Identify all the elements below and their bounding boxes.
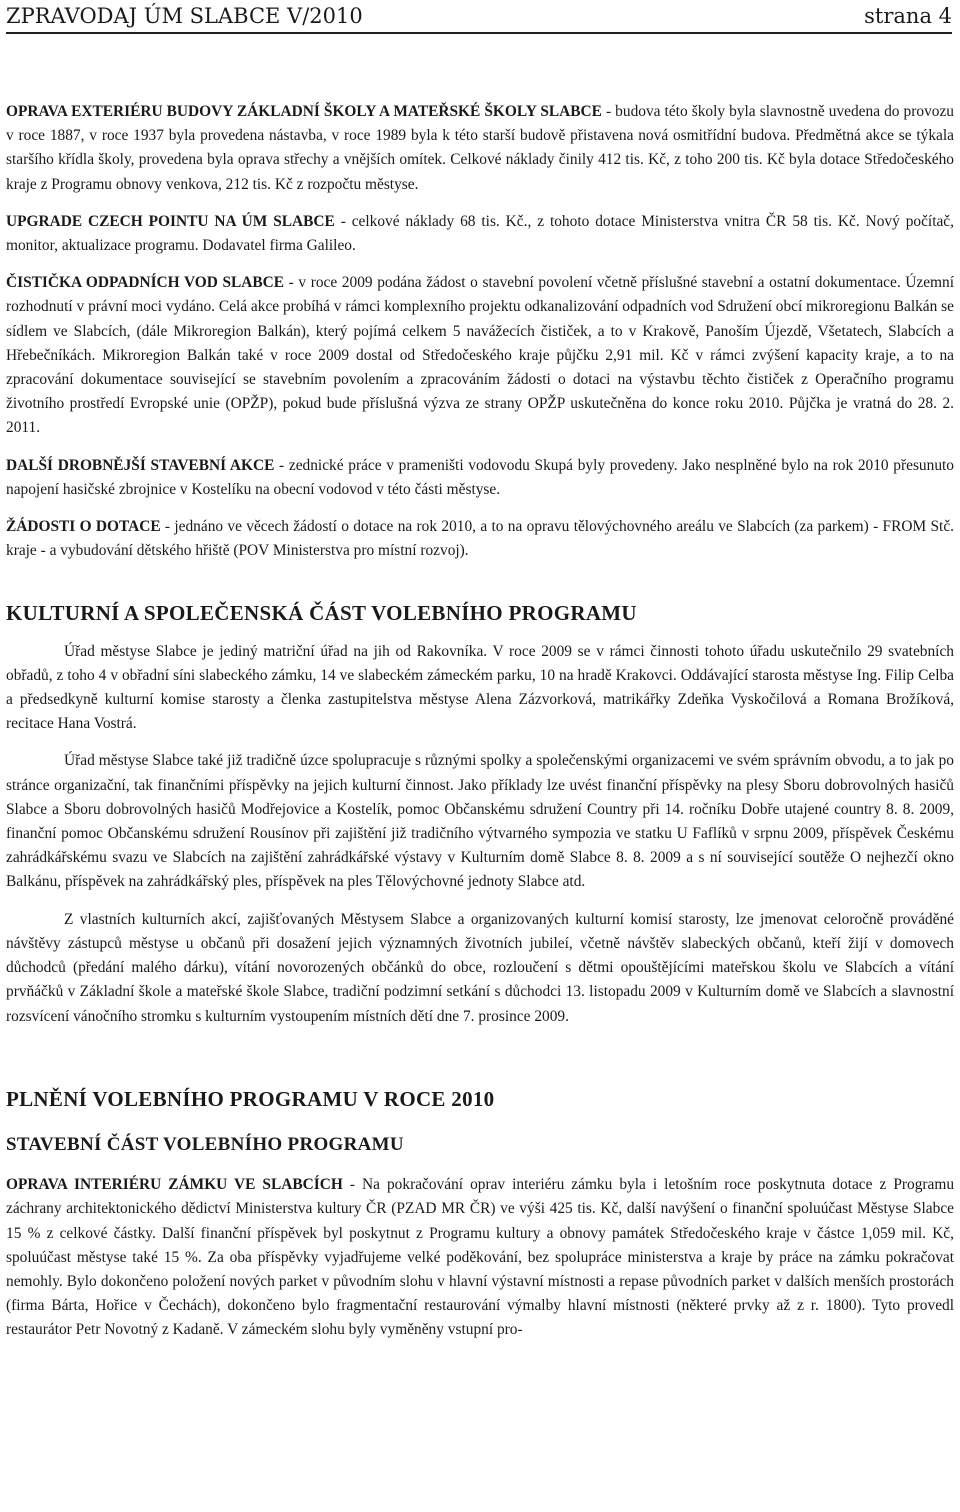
paragraph-cultural-events: Z vlastních kulturních akcí, zajišťovaných Městysem Slabce a organizovaných kulturní komisí starosty, lze jmenovat celoročně prováděné návštěvy zástupců městyse u občanů při dosažení jejich významných životních jubileí, včetně návštěv slabeckých občanů, kteří žijí v domovech důchodců (předání malého dárku), vítání novorozených občánků do obce, rozloučení s dětmi opouštějícími mateřskou školu ve Slabcích a vítání prvňáčků v Základní škole a mateřské škole Slabce, tradiční podzimní setkání s důchodci 13. listopadu 2009 v Kulturním domě ve Slabcích a slavnostní rozsvícení vánočního stromku s kulturním vystoupením místních dětí dne 7. prosince 2009. [6,910,954,1025]
paragraph-czech-point [6,210,954,258]
paragraph-weddings: Úřad městyse Slabce je jediný matriční úřad na jih od Rakovníka. V roce 2009 se v rámci činnosti tohoto úřadu uskutečnilo 29 svatebních obřadů, z toho 4 v obřadní síni slabeckého zámku, 14 ve slabeckém zámeckém parku, 10 na hradě Krakovci. Oddávající starosta městyse Ing. Filip Celba a předsedkyně kulturní komise starosty a členka zastupitelstva městyse Alena Zázvorková, matrikářky Zdeňka Vyskočilová a Romana Brožíková, recitace Hana Vostrá. [6,642,954,733]
lead-heading: ČISTIČKA ODPADNÍCH VOD SLABCE [6,274,285,292]
lead-heading: DALŠÍ DROBNĚJŠÍ STAVEBNÍ AKCE [6,456,275,474]
lead-heading: OPRAVA INTERIÉRU ZÁMKU VE SLABCÍCH [6,1176,343,1194]
paragraph-text: - zednické práce v prameništi vodovodu Skupá byly provedeny. Jako nesplněné bylo na rok 2010 přesunuto napojení hasičské zbrojnice v Kostelíku na obecní vodovod v této části městyse. [6,456,954,498]
section-heading-culture: KULTURNÍ A SPOLEČENSKÁ ČÁST VOLEBNÍHO PROGRAMU [6,601,637,626]
paragraph-text: - Na pokračování oprav interiéru zámku byla i letošním roce poskytnuta dotace z Programu záchrany architektonického dědictví Ministerstva kultury ČR (PZAD MR ČR) ve výši 425 tis. Kč, další navýšení o finanční spoluúčast Městyse Slabce 15 % z celkové částky. Další finanční příspěvek byl poskytnut z Programu kultury a obnovy památek Středočeského kraje v částce 1,059 mil. Kč, spoluúčast městyse také 15 %. Za oba příspěvky vyjadřujeme velké poděkování, bez spolupráce ministerstva a kraje by práce na zámku pokračovat nemohly. Bylo dokončeno položení nových parket v původním slohu v hlavní výstavní místnosti a repase původních parket v dalších menších prostorách (firma Bárta, Hořice v Čechách), dokončeno bylo fragmentační restaurování výmalby hlavní místnosti (některé prvky až z r. 1800). Tyto provedl restaurátor Petr Novotný z Kadaně. V zámeckém slohu byly vyměněny vstupní pro- [6,1176,955,1339]
section-heading-fulfilment: PLNĚNÍ VOLEBNÍHO PROGRAMU V ROCE 2010 [6,1086,495,1111]
paragraph-text: - jednáno ve věcech žádostí o dotace na rok 2010, a to na opravu tělovýchovného areálu ve Slabcích (za parkem) - FROM Stč. kraje - a vybudování dětského hřiště (POV Ministerstva pro místní rozvoj). [6,518,955,560]
article-body [6,100,954,1356]
paragraph-text: - celkové náklady 68 tis. Kč., z tohoto dotace Ministerstva vnitra ČR 58 tis. Kč. Nový počítač, monitor, aktualizace programu. Dodavatel firma Galileo. [6,212,954,255]
paragraph-castle-interior [6,1173,954,1342]
paragraph-text: - budova této školy byla slavnostně uvedena do provozu v roce 1887, v roce 1937 byla provedena nástavba, v roce 1989 byla k této starší budově přistavena nová osmitřídní budova. Předmětná akce se týkala staršího křídla školy, provedena byla oprava střechy a vnějších omítek. Celkové náklady činily 412 tis. Kč, z toho 200 tis. Kč byla dotace Středočeského kraje z Programu obnovy venkova, 212 tis. Kč z rozpočtu městyse. [6,103,954,193]
paragraph-school-exterior [6,100,954,197]
paragraph-minor-works [6,454,954,502]
paragraph-associations: Úřad městyse Slabce také již tradičně úzce spolupracuje s různými spolky a společenskými organizacemi ve svém správním obvodu, a to jak po stránce organizační, tak finančními příspěvky na jejich kulturní činnost. Jako příklady lze uvést finanční příspěvky na plesy Sboru dobrovolných hasičů Slabce a Sboru dobrovolných hasičů Modřejovice a Kostelík, pomoc Občanskému sdružení Country při 14. ročníku Dobře utajené country 8. 8. 2009, finanční pomoc Občanskému sdružení Rousínov při zajištění již tradičního výtvarného sympozia ve statku U Faflíků v srpnu 2009, příspěvek Českému zahrádkářskému svazu ve Slabcích na zajištění zahrádkářské výstavy v Kulturním domě Slabce 8. 8. 2009 a s ní související soutěže O nejhezčí okno Balkánu, příspěvek na zahrádkářský ples, příspěvek na ples Tělovýchovné jednoty Slabce atd. [6,752,954,891]
lead-heading: OPRAVA EXTERIÉRU BUDOVY ZÁKLADNÍ ŠKOLY A MATEŘSKÉ ŠKOLY SLABCE [6,103,602,120]
paragraph-grant-requests [6,515,954,563]
page-number: strana 4 [864,4,952,28]
section-heading-construction: STAVEBNÍ ČÁST VOLEBNÍHO PROGRAMU [6,1133,404,1155]
paragraph-text: - v roce 2009 podána žádost o stavební povolení včetně příslušné stavební a ostatní dokumentace. Územní rozhodnutí v právní moci vydáno. Celá akce probíhá v rámci komplexního projektu odkanalizování odpadních vod Sdružení obcí mikroregionu Balkán se sídlem ve Slabcích, (dále Mikroregion Balkán), který pojímá celkem 5 navážecích čističek, a to v Krakově, Panoším Újezdě, Všetatech, Slabcích a Hřebečníkách. Mikroregion Balkán také v roce 2009 dostal od Středočeského kraje půjčku 2,91 mil. Kč v rámci zvýšení kapacity kraje, a to na zpracování dokumentace související se stavebním povolením a zpracováním žádosti o dotaci na výstavbu těchto čističek z Operačního programu životního prostředí Evropské unie (OPŽP), pokud bude příslušná výzva ze strany OPŽP uskutečněna do konce roku 2010. Půjčka je vratná do 28. 2. 2011. [6,274,954,437]
newsletter-title: ZPRAVODAJ ÚM SLABCE V/2010 [6,4,363,28]
lead-heading: UPGRADE CZECH POINTU NA ÚM SLABCE [6,212,335,230]
lead-heading: ŽÁDOSTI O DOTACE [6,518,161,536]
page-header [6,2,952,34]
paragraph-wastewater [6,271,954,440]
